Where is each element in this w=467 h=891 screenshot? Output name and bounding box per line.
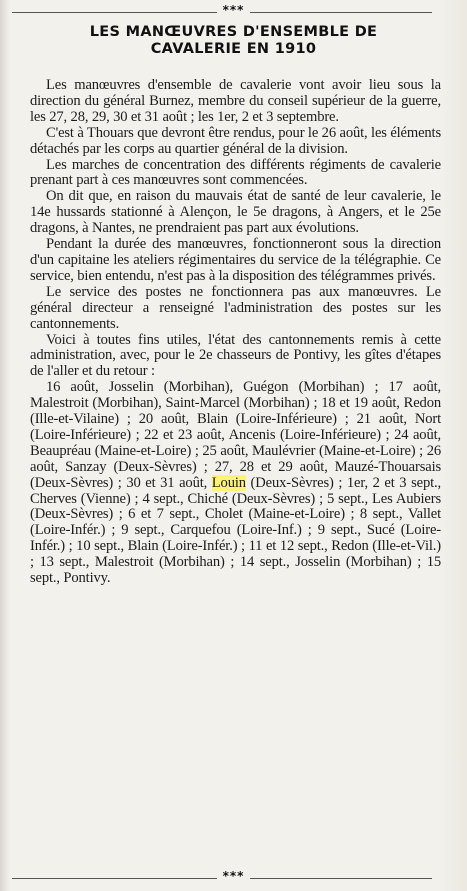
bottom-ornament: *** bbox=[0, 869, 467, 883]
itinerary-text-start: 16 août, Josselin (Morbihan), Guégon (Morbihan) ; 17 août, Malestroit (Morbihan), Saint-Marcel (Morbihan) ; 18 et 19 août, Redon (Ille-et-Vilaine) ; 20 août, Blain (Loire-Inférieure) ; 21 août, Nort (Loire-Inférieure) ; 22 et 23 août, Ancenis (Loire-Inférieure) ; 24 août, Beaupréau (Maine-et-Loire) ; 25 août, Maulévrier (Maine-et-Loire) ; 26 août, Sanzay (Deux-Sèvres) ; 27, 28 et 29 août, Mauzé-Thouarsais (Deux-Sèvres) ; 30 et 31 août, bbox=[30, 379, 441, 491]
adjacent-column-bleed bbox=[439, 0, 467, 891]
itinerary-text-end: (Deux-Sèvres) ; 1er, 2 et 3 sept., Cherves (Vienne) ; 4 sept., Chiché (Deux-Sèvres) ; 5 sept., Les Aubiers (Deux-Sèvres) ; 6 et 7 sept., Cholet (Maine-et-Loire) ; 8 sept., Vallet (Loire-Infér.) ; 9 sept., Carquefou (Loire-Inf.) ; 9 sept., Sucé (Loire-Infér.) ; 10 sept., Blain (Loire-Infér.) ; 11 et 12 sept., Redon (Ille-et-Vil.) ; 13 sept., Malestroit (Morbihan) ; 14 sept., Josselin (Morbihan) ; 15 sept., Pontivy. bbox=[30, 474, 442, 587]
paragraph: Pendant la durée des manœuvres, fonctionneront sous la direction d'un capitaine les ateliers régimentaires du service de la télégraphie. Ce service, bien entendu, n'est pas à la disposition des télégrammes privés. bbox=[30, 236, 441, 284]
highlighted-term[interactable]: Louin bbox=[211, 474, 246, 491]
paragraph: Les manœuvres d'ensemble de cavalerie vont avoir lieu sous la direction du général Burnez, membre du conseil supérieur de la guerre, les 27, 28, 29, 30 et 31 août ; les 1er, 2 et 3 septembre. bbox=[30, 77, 441, 125]
paragraph: On dit que, en raison du mauvais état de santé de leur cavalerie, le 14e hussards stationné à Alençon, le 5e dragons, à Angers, et le 25e dragons, à Nantes, ne prendraient pas part aux évolutions. bbox=[30, 188, 441, 237]
page-edge-shadow bbox=[0, 0, 10, 891]
paragraph: Voici à toutes fins utiles, l'état des cantonnements remis à cette administration, avec, pour le 2e chasseurs de Pontivy, les gîtes d'étapes de l'aller et du retour : bbox=[30, 331, 441, 380]
paragraph: C'est à Thouars que devront être rendus, pour le 26 août, les éléments détachés par les corps au quartier général de la division. bbox=[30, 124, 441, 157]
itinerary-paragraph bbox=[30, 380, 441, 587]
paragraph: Les marches de concentration des différents régiments de cavalerie prenant part à ces manœuvres sont commencées. bbox=[30, 156, 441, 189]
top-ornament: *** bbox=[0, 3, 467, 17]
paragraph: Le service des postes ne fonctionnera pas aux manœuvres. Le général directeur a renseigné l'administration des postes sur les cantonnements. bbox=[30, 283, 441, 332]
article-title-line-1: LES MANŒUVRES D'ENSEMBLE DE bbox=[89, 24, 378, 40]
article-body bbox=[30, 78, 441, 587]
article-title-line-2: CAVALERIE EN 1910 bbox=[150, 41, 317, 57]
